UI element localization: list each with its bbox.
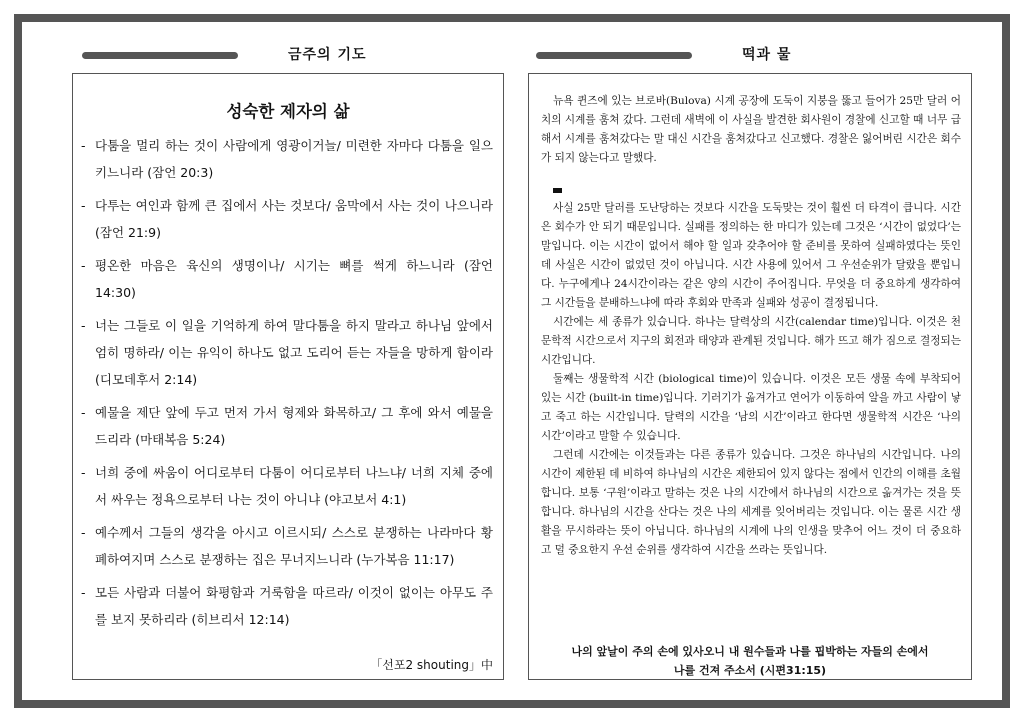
closing-verse [549,642,951,680]
article-paragraph: 둘째는 생물학적 시간 (biological time)이 있습니다. 이것은 모든 생물 속에 부착되어 있는 시간 (built-in time)입니다. 기러기가 옮겨가고 연어가 이동하여 알을 까고 사람이 낳고 죽고 하는 시간입니다. 달력의 시간을 ‘남의 시간’이라고 한다면 생물학적 시간은 ‘나의 시간’이라고 말할 수 있습니다. [541,373,961,442]
article-box [528,73,972,680]
verse-item: - 너는 그들로 이 일을 기억하게 하여 말다툼을 하지 말라고 하나님 앞에서 엄히 명하라/ 이는 유익이 하나도 없고 도리어 듣는 자들을 망하게 함이라 (디모데후서 2:14) [81,312,493,393]
left-header-title: 금주의 기도 [288,47,367,63]
closing-verse-line: 나의 앞날이 주의 손에 있사오니 내 원수들과 나를 핍박하는 자들의 손에서 [571,645,929,658]
verse-item: - 다투는 여인과 함께 큰 집에서 사는 것보다/ 움막에서 사는 것이 나으니라 (잠언 21:9) [81,192,493,246]
article-paragraph: 시간에는 세 종류가 있습니다. 하나는 달력상의 시간(calendar time)입니다. 이것은 천문학적 시간으로서 지구의 회전과 태양과 관계된 것입니다. 해가 뜨고 해가 짐으로 결정되는 시간입니다. [541,316,961,366]
right-header-bar [536,52,692,59]
verse-list [81,132,493,639]
prayer-box [72,73,504,680]
verse-item: - 예물을 제단 앞에 두고 먼저 가서 형제와 화목하고/ 그 후에 와서 예물을 드리라 (마태복음 5:24) [81,399,493,453]
article-intro: 뉴욕 퀸즈에 있는 브로바(Bulova) 시계 공장에 도둑이 지붕을 뚫고 들어가 25만 달러 어치의 시계를 훔쳐 갔다. 그런데 새벽에 이 사실을 발견한 회사원이 경찰에 신고할 때 너무 급해서 시계를 훔쳐갔다는 말 대신 시간을 훔쳐갔다고 신고했다. 경찰은 잃어버린 시간은 회수가 되지 않는다고 말했다. [541,95,961,164]
verse-item: - 모든 사람과 더불어 화평함과 거룩함을 따르라/ 이것이 없이는 아무도 주를 보지 못하리라 (히브리서 12:14) [81,579,493,633]
article-paragraph: 그런데 시간에는 이것들과는 다른 종류가 있습니다. 그것은 하나님의 시간입니다. 나의 시간이 제한된 데 비하여 하나님의 시간은 제한되어 있지 않다는 점에서 인간의 이해를 초월합니다. 보통 ‘구원’이라고 말하는 것은 나의 시간에서 하나님의 시간으로 옮겨가는 것을 뜻합니다. 하나님의 시간을 산다는 것은 나의 세계를 잊어버리는 것입니다. 이는 물론 시간 생활을 무시하라는 뜻이 아닙니다. 하나님의 시계에 나의 인생을 맞추어 어느 것이 더 중요하고 덜 중요한지 우선 순위를 생각하여 시간을 쓰라는 뜻입니다. [541,449,961,556]
verse-item: - 예수께서 그들의 생각을 아시고 이르시되/ 스스로 분쟁하는 나라마다 황폐하여지며 스스로 분쟁하는 집은 무너지느니라 (누가복음 11:17) [81,519,493,573]
closing-verse-line: 나를 건져 주소서 (시편31:15) [673,664,827,677]
section-marker [553,188,562,193]
source-credit: 「선포2 shouting」中 [370,658,493,672]
article-text [541,92,961,560]
article-paragraph: 사실 25만 달러를 도난당하는 것보다 시간을 도둑맞는 것이 훨씬 더 타격이 큽니다. 시간은 회수가 안 되기 때문입니다. 실패를 정의하는 한 마디가 있는데 그것은 ‘시간이 없었다’는 말입니다. 이는 시간이 없어서 해야 할 일과 갖추어야 할 준비를 못하여 실패하였다는 뜻인데 사실은 시간이 없었던 것이 아닙니다. 시간 사용에 있어서 그 우선순위가 달랐을 뿐입니다. 누구에게나 24시간이라는 같은 양의 시간이 주어집니다. 무엇을 더 중요하게 생각하여 그 시간들을 분배하느냐에 따라 후회와 만족과 실패와 성공이 결정됩니다. [541,202,961,309]
page-frame [14,14,1010,708]
right-header [536,44,836,70]
verse-item: - 너희 중에 싸움이 어디로부터 다툼이 어디로부터 나느냐/ 너희 지체 중에서 싸우는 정욕으로부터 나는 것이 아니냐 (야고보서 4:1) [81,459,493,513]
verse-item: - 평온한 마음은 육신의 생명이나/ 시기는 뼈를 썩게 하느니라 (잠언 14:30) [81,252,493,306]
left-header-bar [82,52,238,59]
prayer-title: 성숙한 제자의 삶 [226,102,350,121]
left-header [82,44,382,70]
right-header-title: 떡과 물 [742,47,792,63]
verse-item: - 다툼을 멀리 하는 것이 사람에게 영광이거늘/ 미련한 자마다 다툼을 일으키느니라 (잠언 20:3) [81,132,493,186]
